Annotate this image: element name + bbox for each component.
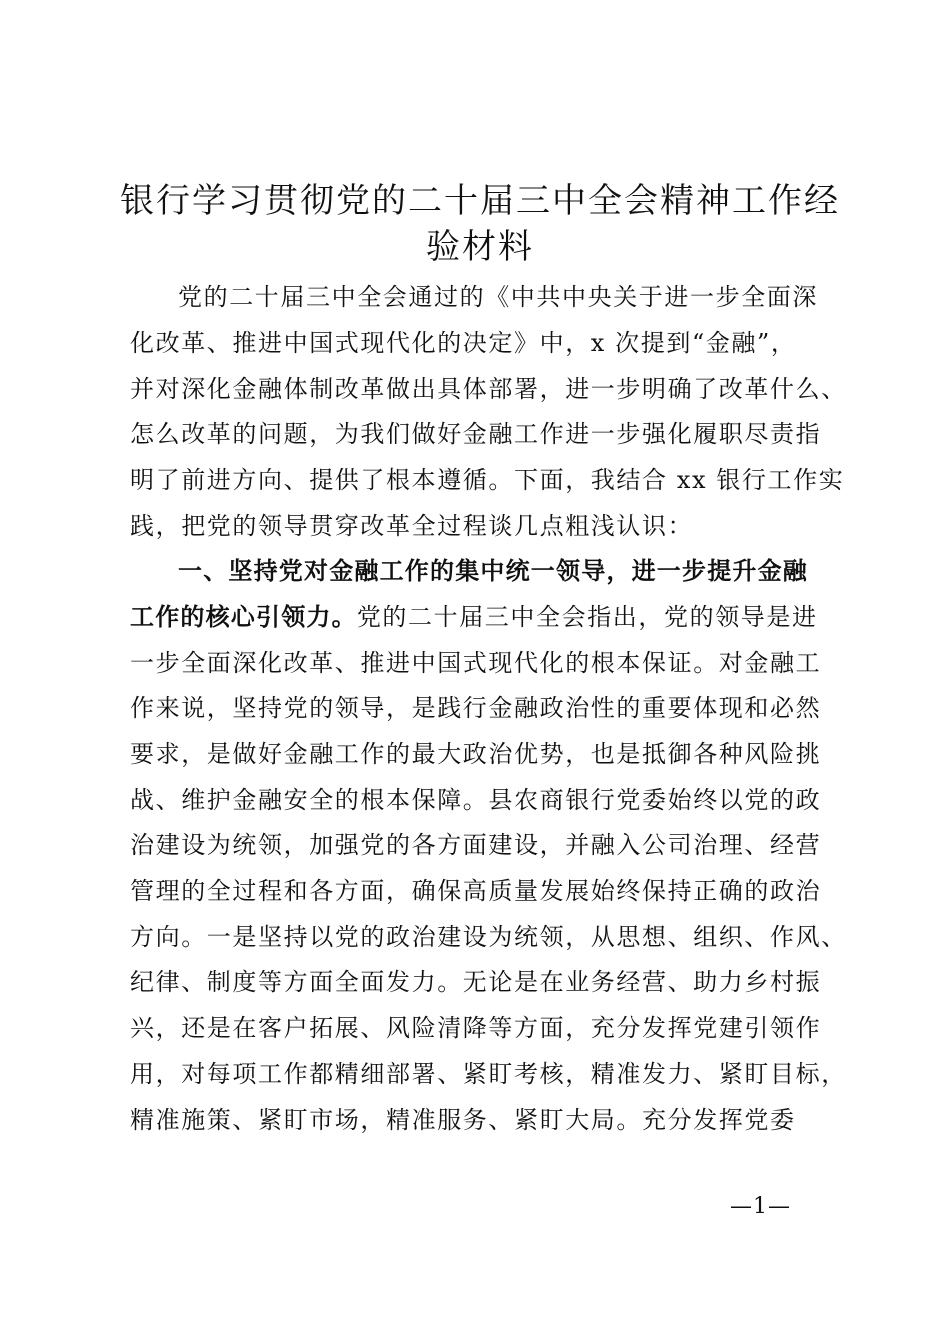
section-1-line: 兴，还是在客户拓展、风险清降等方面，充分发挥党建引领作 [130, 1014, 822, 1042]
title-line-1: 银行学习贯彻党的二十届三中全会精神工作经 [120, 181, 840, 221]
section-1-line [130, 603, 830, 631]
section-1-line: 要求，是做好金融工作的最大政治优势，也是抵御各种风险挑 [130, 740, 822, 768]
document-title [120, 178, 840, 270]
section-1-line: 管理的全过程和各方面，确保高质量发展始终保持正确的政治 [130, 877, 822, 905]
intro-line: 党的二十届三中全会通过的《中共中央关于进一步全面深 [178, 283, 818, 311]
title-line-2: 验材料 [426, 227, 534, 267]
intro-line: 明了前进方向、提供了根本遵循。下面，我结合 xx 银行工作实 [130, 466, 845, 494]
intro-line: 化改革、推进中国式现代化的决定》中，x 次提到“金融”， [130, 329, 797, 357]
section-1-line: 精准施策、紧盯市场，精准服务、紧盯大局。充分发挥党委 [130, 1106, 796, 1134]
page-number: —1— [730, 1194, 791, 1219]
section-1-line: 用，对每项工作都精细部署、紧盯考核，精准发力、紧盯目标， [130, 1060, 847, 1088]
section-1-heading: 一、坚持党对金融工作的集中统一领导，进一步提升金融 [178, 557, 808, 585]
section-1-line: 方向。一是坚持以党的政治建设为统领，从思想、组织、作风、 [130, 923, 847, 951]
section-1-line: 一步全面深化改革、推进中国式现代化的根本保证。对金融工 [130, 649, 822, 677]
intro-line: 怎么改革的问题，为我们做好金融工作进一步强化履职尽责指 [130, 420, 822, 448]
section-1-heading-continued: 工作的核心引领力。 [130, 603, 357, 631]
section-1-text: 党的二十届三中全会指出，党的领导是进 [356, 603, 818, 631]
section-1-line: 治建设为统领，加强党的各方面建设，并融入公司治理、经营 [130, 831, 822, 859]
intro-line: 践，把党的领导贯穿改革全过程谈几点粗浅认识： [130, 512, 694, 540]
intro-line: 并对深化金融体制改革做出具体部署，进一步明确了改革什么、 [130, 375, 847, 403]
section-1-line: 作来说，坚持党的领导，是践行金融政治性的重要体现和必然 [130, 694, 822, 722]
section-1-line: 战、维护金融安全的根本保障。县农商银行党委始终以党的政 [130, 786, 822, 814]
section-1-line: 纪律、制度等方面全面发力。无论是在业务经营、助力乡村振 [130, 968, 822, 996]
